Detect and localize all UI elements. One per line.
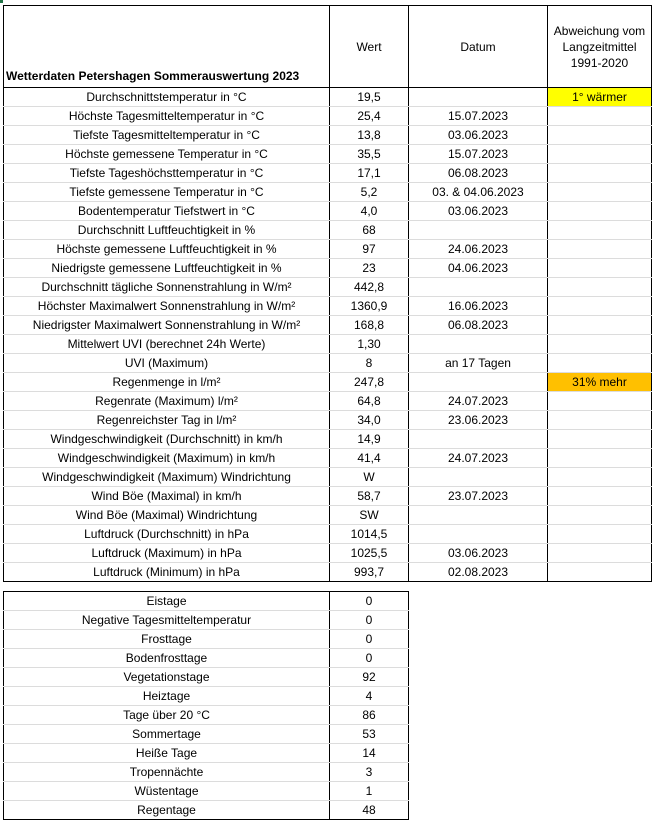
row-deviation[interactable]: 31% mehr (548, 373, 652, 392)
count-label[interactable]: Eistage (4, 592, 330, 611)
row-label[interactable]: Durchschnitt Luftfeuchtigkeit in % (4, 221, 330, 240)
row-date[interactable] (409, 335, 548, 354)
table-row (4, 335, 652, 354)
table-row (4, 126, 652, 145)
row-date[interactable]: 03.06.2023 (409, 544, 548, 563)
count-label[interactable]: Frosttage (4, 630, 330, 649)
row-date[interactable]: 15.07.2023 (409, 107, 548, 126)
row-label[interactable]: Wind Böe (Maximal) in km/h (4, 487, 330, 506)
row-deviation[interactable] (548, 335, 652, 354)
row-value[interactable]: 35,5 (330, 145, 409, 164)
table-row (4, 544, 652, 563)
row-label[interactable]: Luftdruck (Maximum) in hPa (4, 544, 330, 563)
count-label[interactable]: Vegetationstage (4, 668, 330, 687)
row-value[interactable]: 25,4 (330, 107, 409, 126)
row-date[interactable]: 24.07.2023 (409, 449, 548, 468)
row-date[interactable]: 23.07.2023 (409, 487, 548, 506)
count-value[interactable]: 0 (330, 611, 409, 630)
row-deviation[interactable] (548, 468, 652, 487)
row-deviation[interactable] (548, 411, 652, 430)
table-row (4, 240, 652, 259)
row-value[interactable]: 41,4 (330, 449, 409, 468)
count-row (4, 801, 409, 820)
row-date[interactable]: 24.07.2023 (409, 392, 548, 411)
row-value[interactable]: 5,2 (330, 183, 409, 202)
row-deviation[interactable] (548, 506, 652, 525)
table-row (4, 411, 652, 430)
header-date[interactable]: Datum (409, 6, 548, 88)
count-label[interactable]: Sommertage (4, 725, 330, 744)
row-date[interactable]: 06.08.2023 (409, 316, 548, 335)
row-label[interactable]: Windgeschwindigkeit (Maximum) in km/h (4, 449, 330, 468)
row-label[interactable]: Höchste gemessene Luftfeuchtigkeit in % (4, 240, 330, 259)
row-deviation[interactable] (548, 278, 652, 297)
row-label[interactable]: Mittelwert UVI (berechnet 24h Werte) (4, 335, 330, 354)
table-row (4, 278, 652, 297)
row-deviation[interactable] (548, 145, 652, 164)
row-value[interactable]: 68 (330, 221, 409, 240)
count-value[interactable]: 0 (330, 630, 409, 649)
table-row (4, 221, 652, 240)
table-row (4, 316, 652, 335)
row-date[interactable] (409, 221, 548, 240)
row-deviation[interactable] (548, 544, 652, 563)
table-row (4, 88, 652, 107)
row-label[interactable]: Windgeschwindigkeit (Durchschnitt) in km/h (4, 430, 330, 449)
row-value[interactable]: 993,7 (330, 563, 409, 582)
row-deviation[interactable] (548, 449, 652, 468)
count-row (4, 725, 409, 744)
count-value[interactable]: 86 (330, 706, 409, 725)
row-date[interactable] (409, 88, 548, 107)
row-value[interactable]: SW (330, 506, 409, 525)
row-date[interactable] (409, 525, 548, 544)
table-row (4, 354, 652, 373)
row-date[interactable]: an 17 Tagen (409, 354, 548, 373)
count-label[interactable]: Bodenfrosttage (4, 649, 330, 668)
row-value[interactable]: 34,0 (330, 411, 409, 430)
row-date[interactable] (409, 430, 548, 449)
row-deviation[interactable] (548, 240, 652, 259)
table-row (4, 563, 652, 582)
row-value[interactable]: 442,8 (330, 278, 409, 297)
row-value[interactable]: 97 (330, 240, 409, 259)
row-value[interactable]: 23 (330, 259, 409, 278)
header-value[interactable]: Wert (330, 6, 409, 88)
count-row (4, 782, 409, 801)
row-value[interactable]: 14,9 (330, 430, 409, 449)
count-value[interactable]: 53 (330, 725, 409, 744)
table-row (4, 525, 652, 544)
row-date[interactable]: 04.06.2023 (409, 259, 548, 278)
sheet-corner-marker (0, 0, 3, 3)
count-row (4, 611, 409, 630)
row-label[interactable]: UVI (Maximum) (4, 354, 330, 373)
row-date[interactable]: 24.06.2023 (409, 240, 548, 259)
header-deviation[interactable]: Abweichung vom Langzeitmittel 1991-2020 (548, 6, 652, 88)
row-label[interactable]: Niedrigste gemessene Luftfeuchtigkeit in % (4, 259, 330, 278)
row-value[interactable]: 1360,9 (330, 297, 409, 316)
row-deviation[interactable] (548, 525, 652, 544)
row-deviation[interactable] (548, 202, 652, 221)
table-row (4, 392, 652, 411)
row-value[interactable]: 17,1 (330, 164, 409, 183)
count-value[interactable]: 4 (330, 687, 409, 706)
row-date[interactable]: 16.06.2023 (409, 297, 548, 316)
row-deviation[interactable] (548, 487, 652, 506)
table-row (4, 164, 652, 183)
count-value[interactable]: 0 (330, 592, 409, 611)
count-row (4, 630, 409, 649)
row-deviation[interactable] (548, 354, 652, 373)
row-label[interactable]: Bodentemperatur Tiefstwert in °C (4, 202, 330, 221)
count-label[interactable]: Tropennächte (4, 763, 330, 782)
count-value[interactable]: 0 (330, 649, 409, 668)
row-value[interactable]: 8 (330, 354, 409, 373)
table-row (4, 506, 652, 525)
table-row (4, 449, 652, 468)
row-deviation[interactable] (548, 297, 652, 316)
row-deviation[interactable] (548, 430, 652, 449)
row-label[interactable]: Höchste gemessene Temperatur in °C (4, 145, 330, 164)
row-value[interactable]: W (330, 468, 409, 487)
count-row (4, 592, 409, 611)
row-deviation[interactable] (548, 221, 652, 240)
row-label[interactable]: Durchschnittstemperatur in °C (4, 88, 330, 107)
table-row (4, 430, 652, 449)
count-value[interactable]: 48 (330, 801, 409, 820)
row-deviation[interactable] (548, 107, 652, 126)
row-label[interactable]: Windgeschwindigkeit (Maximum) Windrichtung (4, 468, 330, 487)
row-date[interactable] (409, 468, 548, 487)
row-label[interactable]: Höchster Maximalwert Sonnenstrahlung in W/m² (4, 297, 330, 316)
row-value[interactable]: 58,7 (330, 487, 409, 506)
count-row (4, 649, 409, 668)
row-label[interactable]: Tiefste Tagesmitteltemperatur in °C (4, 126, 330, 145)
row-date[interactable]: 03. & 04.06.2023 (409, 183, 548, 202)
row-date[interactable] (409, 278, 548, 297)
weather-summary-table (3, 5, 652, 582)
sheet-title[interactable]: Wetterdaten Petershagen Sommerauswertung 2023 (4, 6, 330, 88)
count-label[interactable]: Heiße Tage (4, 744, 330, 763)
count-row (4, 668, 409, 687)
count-label[interactable]: Wüstentage (4, 782, 330, 801)
count-label[interactable]: Tage über 20 °C (4, 706, 330, 725)
table-row (4, 183, 652, 202)
row-value[interactable]: 1025,5 (330, 544, 409, 563)
count-row (4, 763, 409, 782)
row-deviation[interactable] (548, 316, 652, 335)
row-value[interactable]: 247,8 (330, 373, 409, 392)
row-label[interactable]: Regenreichster Tag in l/m² (4, 411, 330, 430)
row-label[interactable]: Regenrate (Maximum) l/m² (4, 392, 330, 411)
count-value[interactable]: 14 (330, 744, 409, 763)
table-row (4, 373, 652, 392)
row-label[interactable]: Wind Böe (Maximal) Windrichtung (4, 506, 330, 525)
count-value[interactable]: 1 (330, 782, 409, 801)
row-deviation[interactable] (548, 126, 652, 145)
row-deviation[interactable] (548, 183, 652, 202)
count-label[interactable]: Regentage (4, 801, 330, 820)
row-label[interactable]: Durchschnitt tägliche Sonnenstrahlung in W/m² (4, 278, 330, 297)
day-counts-table (3, 591, 409, 820)
table-row (4, 468, 652, 487)
row-deviation[interactable] (548, 392, 652, 411)
row-label[interactable]: Luftdruck (Durchschnitt) in hPa (4, 525, 330, 544)
count-value[interactable]: 92 (330, 668, 409, 687)
count-row (4, 706, 409, 725)
table-row (4, 107, 652, 126)
row-date[interactable]: 23.06.2023 (409, 411, 548, 430)
row-deviation[interactable] (548, 164, 652, 183)
row-deviation[interactable]: 1° wärmer (548, 88, 652, 107)
row-value[interactable]: 168,8 (330, 316, 409, 335)
table-row (4, 202, 652, 221)
table-row (4, 487, 652, 506)
row-date[interactable]: 15.07.2023 (409, 145, 548, 164)
row-deviation[interactable] (548, 563, 652, 582)
row-date[interactable]: 06.08.2023 (409, 164, 548, 183)
row-label[interactable]: Tiefste gemessene Temperatur in °C (4, 183, 330, 202)
count-row (4, 744, 409, 763)
row-date[interactable] (409, 506, 548, 525)
row-date[interactable]: 03.06.2023 (409, 126, 548, 145)
row-deviation[interactable] (548, 259, 652, 278)
row-label[interactable]: Luftdruck (Minimum) in hPa (4, 563, 330, 582)
row-date[interactable]: 03.06.2023 (409, 202, 548, 221)
row-label[interactable]: Niedrigster Maximalwert Sonnenstrahlung in W/m² (4, 316, 330, 335)
row-value[interactable]: 1,30 (330, 335, 409, 354)
row-value[interactable]: 13,8 (330, 126, 409, 145)
count-label[interactable]: Heiztage (4, 687, 330, 706)
count-value[interactable]: 3 (330, 763, 409, 782)
row-value[interactable]: 64,8 (330, 392, 409, 411)
row-label[interactable]: Tiefste Tageshöchsttemperatur in °C (4, 164, 330, 183)
header-row (4, 6, 652, 88)
table-row (4, 259, 652, 278)
row-value[interactable]: 19,5 (330, 88, 409, 107)
row-date[interactable] (409, 373, 548, 392)
row-label[interactable]: Höchste Tagesmitteltemperatur in °C (4, 107, 330, 126)
row-label[interactable]: Regenmenge in l/m² (4, 373, 330, 392)
row-value[interactable]: 1014,5 (330, 525, 409, 544)
count-row (4, 687, 409, 706)
table-row (4, 145, 652, 164)
row-value[interactable]: 4,0 (330, 202, 409, 221)
row-date[interactable]: 02.08.2023 (409, 563, 548, 582)
table-row (4, 297, 652, 316)
count-label[interactable]: Negative Tagesmitteltemperatur (4, 611, 330, 630)
